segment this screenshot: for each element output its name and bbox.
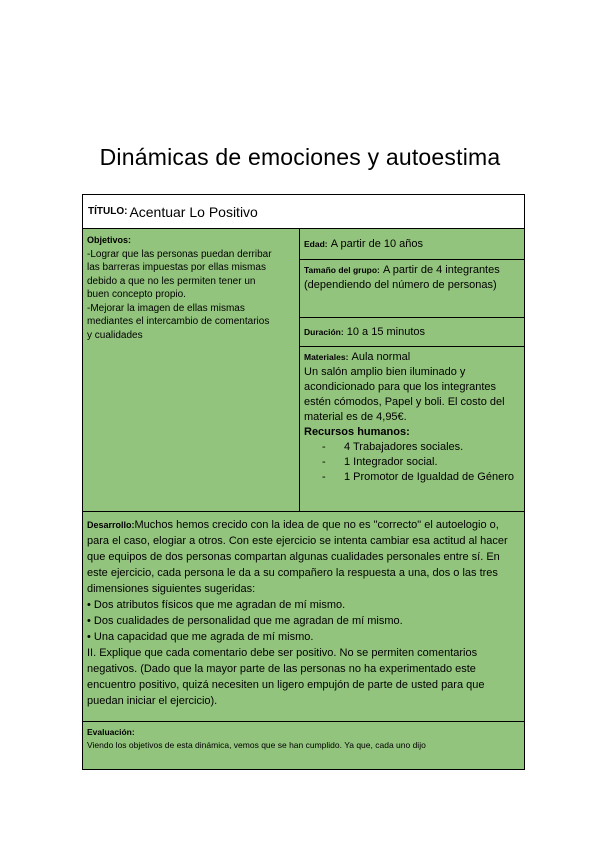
development-bullet: • Dos atributos físicos que me agradan de mí mismo. bbox=[87, 599, 346, 611]
objectives-line: mediantes el intercambio de comentarios bbox=[87, 316, 270, 327]
objectives-line: las barreras impuestas por ellas mismas bbox=[87, 262, 266, 273]
dash-marker: - bbox=[322, 471, 326, 483]
dash-marker: - bbox=[322, 441, 326, 453]
objectives-line: -Mejorar la imagen de ellas mismas bbox=[87, 302, 245, 314]
group-size-label: Tamaño del grupo: bbox=[304, 265, 380, 275]
human-resources-list bbox=[304, 440, 520, 485]
list-item-text: 1 Integrador social. bbox=[344, 456, 438, 468]
age-cell bbox=[300, 229, 524, 260]
duration-cell bbox=[300, 318, 524, 347]
dash-marker: - bbox=[322, 456, 326, 468]
development-bullet: • Dos cualidades de personalidad que me agradan de mí mismo. bbox=[87, 615, 403, 627]
objectives-cell bbox=[83, 229, 300, 511]
materials-text: Un salón amplio bien iluminado y acondicionado para que los integrantes estén cómodos, Papel y boli. El costo del material es de 4,95€. bbox=[304, 366, 505, 423]
group-size-cell bbox=[300, 260, 524, 318]
duration-value: 10 a 15 minutos bbox=[346, 325, 426, 338]
evaluation-text: Viendo los objetivos de esta dinámica, vemos que se han cumplido. Ya que, cada uno dijo bbox=[87, 740, 426, 750]
age-label: Edad: bbox=[304, 238, 328, 249]
objectives-label: Objetivos: bbox=[87, 235, 132, 245]
materials-label: Materiales: bbox=[304, 352, 349, 362]
objectives-line: y cualidades bbox=[87, 329, 143, 341]
list-item-text: 4 Trabajadores sociales. bbox=[344, 441, 464, 453]
list-item-text: 1 Promotor de Igualdad de Género bbox=[344, 471, 515, 483]
group-size-value: A partir de 4 integrantes (dependiendo del número de personas) bbox=[304, 264, 500, 291]
development-intro: Muchos hemos crecido con la idea de que no es "correcto" el autoelogio o, para el caso, elogiar a otros. Con este ejercicio se intenta cambiar esa actitud al hacer que equipos de dos personas compartan algunas cualidades personales entre sí. En este ejercicio, cada persona le da a su compañero la respuesta a una, dos o las tres dimensiones siguientes sugeridas: bbox=[87, 519, 508, 595]
list-item bbox=[322, 455, 520, 470]
title-label: TÍTULO: bbox=[88, 206, 128, 217]
page-title: Dinámicas de emociones y autoestima bbox=[99, 144, 501, 170]
duration-label: Duración: bbox=[304, 326, 344, 337]
title-value: Acentuar Lo Positivo bbox=[129, 203, 258, 220]
evaluation-label: Evaluación: bbox=[87, 727, 135, 737]
age-value: A partir de 10 años bbox=[330, 237, 424, 250]
details-section bbox=[83, 229, 524, 512]
list-item bbox=[322, 440, 520, 455]
objectives-line: debido a que no les permiten tener un bbox=[87, 275, 256, 287]
materials-value: Aula normal bbox=[351, 351, 411, 363]
activity-sheet bbox=[82, 194, 525, 770]
development-label: Desarrollo: bbox=[87, 520, 135, 530]
objectives-line: -Lograr que las personas puedan derribar bbox=[87, 248, 272, 260]
human-resources-label: Recursos humanos: bbox=[304, 426, 410, 438]
development-cell bbox=[83, 512, 524, 722]
materials-cell bbox=[300, 347, 524, 511]
list-item bbox=[322, 470, 520, 485]
development-bullet: • Una capacidad que me agrada de mí mismo. bbox=[87, 631, 314, 643]
info-column bbox=[300, 229, 524, 511]
evaluation-cell bbox=[83, 722, 524, 769]
title-row bbox=[83, 195, 524, 229]
objectives-line: buen concepto propio. bbox=[87, 289, 186, 300]
development-closing: II. Explique que cada comentario debe ser positivo. No se permiten comentarios negativos. (Dado que la mayor parte de las personas no ha experimentado este encuentro positivo, quizá necesiten un ligero empujón de parte de usted para que puedan iniciar el ejercicio). bbox=[87, 647, 485, 707]
